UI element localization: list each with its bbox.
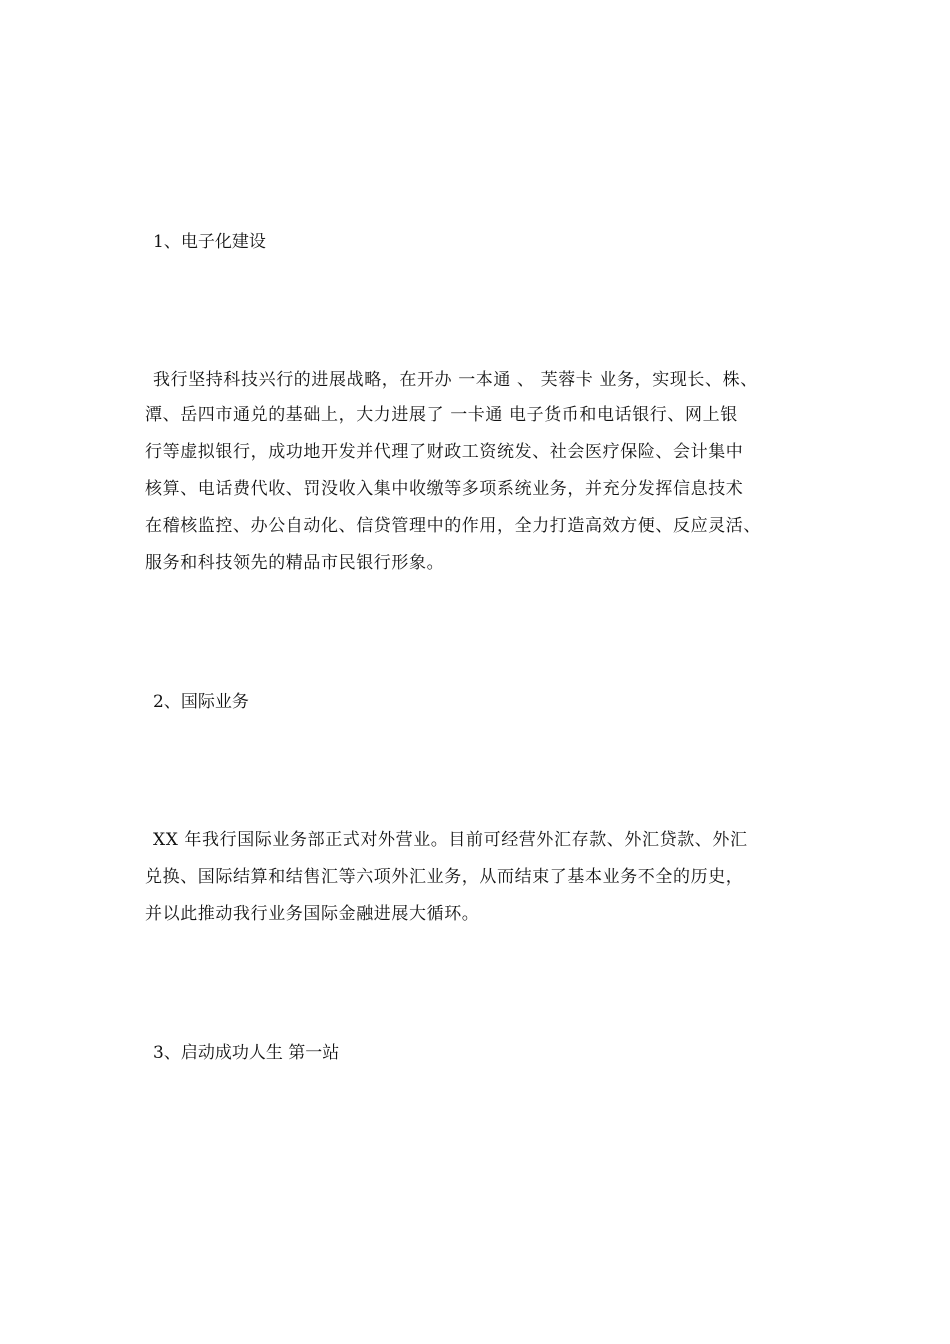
paragraph-1-line-2: 潭、岳四市通兑的基础上，大力进展了 一卡通 电子货币和电话银行、网上银 <box>145 405 738 425</box>
section-heading-2: 2、国际业务 <box>153 692 249 712</box>
paragraph-1-line-5: 在稽核监控、办公自动化、信贷管理中的作用，全力打造高效方便、反应灵活、 <box>145 516 761 536</box>
paragraph-1-line-4: 核算、电话费代收、罚没收入集中收缴等多项系统业务，并充分发挥信息技术 <box>145 479 744 499</box>
paragraph-1-line-3: 行等虚拟银行，成功地开发并代理了财政工资统发、社会医疗保险、会计集中 <box>145 442 744 462</box>
paragraph-2-line-1: XX 年我行国际业务部正式对外营业。目前可经营外汇存款、外汇贷款、外汇 <box>153 830 748 850</box>
section-heading-3: 3、启动成功人生 第一站 <box>153 1043 340 1063</box>
paragraph-2-line-3: 并以此推动我行业务国际金融进展大循环。 <box>145 904 480 924</box>
paragraph-2-line-2: 兑换、国际结算和结售汇等六项外汇业务，从而结束了基本业务不全的历史， <box>145 867 744 887</box>
paragraph-1-line-6: 服务和科技领先的精品市民银行形象。 <box>145 553 445 573</box>
paragraph-1-line-1: 我行坚持科技兴行的进展战略，在开办 一本通 、 芙蓉卡 业务，实现长、株、 <box>153 370 758 390</box>
section-heading-1: 1、电子化建设 <box>153 232 266 252</box>
